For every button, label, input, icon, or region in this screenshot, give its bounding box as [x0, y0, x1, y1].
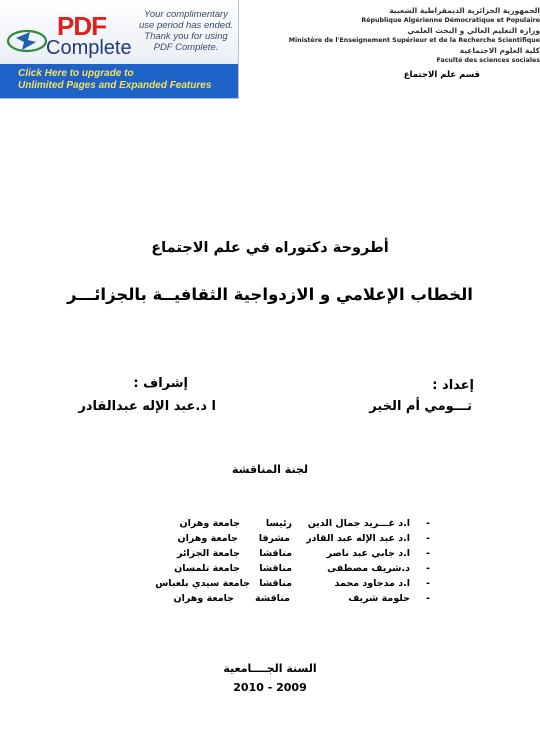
supervisor-name: ا د.عبد الإله عبدالقادر	[78, 399, 216, 414]
member-university: جامعة سيدي بلعباس	[155, 578, 250, 589]
bullet: -	[426, 593, 430, 604]
ministry-arabic: وزارة التعليم العالي و البحث العلمي	[407, 26, 540, 35]
committee-member-row	[0, 533, 540, 547]
bullet: -	[426, 518, 430, 529]
thesis-main-title: الخطاب الإعلامي و الازدواجية الثقافيــة بالجزائـــر	[67, 285, 473, 304]
committee-member-row	[0, 518, 540, 532]
member-role: مشرفا	[258, 533, 290, 544]
member-name: ا.د جابي عبد ناصر	[326, 548, 410, 559]
supervisor-label: إشراف :	[133, 376, 188, 391]
committee-member-row	[0, 548, 540, 562]
member-name: ا.د مدجاود محمد	[334, 578, 410, 589]
member-university: جامعة وهران	[173, 593, 234, 604]
faculty-arabic: كلية العلوم الاجتماعية	[459, 46, 540, 55]
member-university: جامعة الجزائر	[176, 548, 240, 559]
committee-member-row	[0, 563, 540, 577]
committee-heading: لجنة المناقشة	[231, 463, 308, 476]
trial-message-line: Your complimentary	[144, 9, 228, 20]
member-role: مناقشا	[259, 563, 292, 574]
trial-message-line: Thank you for using	[144, 31, 228, 42]
upgrade-link-line[interactable]: Click Here to upgrade to	[18, 68, 134, 79]
thesis-type-title: أطروحة دكتوراه في علم الاجتماع	[151, 240, 389, 256]
member-role: مناقشة	[255, 593, 290, 604]
academic-year-label: السنة الجــــامعية	[223, 662, 317, 675]
prepared-by-label: إعداد :	[432, 378, 474, 393]
member-role: مناقشا	[259, 548, 292, 559]
committee-member-row	[0, 578, 540, 592]
bullet: -	[426, 563, 430, 574]
department-name: قسم علم الاجتماع	[403, 70, 480, 80]
ministry-french: Ministère de l'Enseignement Supérieur et de la Recherche Scientifique	[288, 37, 540, 44]
faculty-french: Faculté des sciences sociales	[436, 57, 540, 64]
republic-french: République Algérienne Démocratique et Populaire	[361, 17, 540, 24]
complete-logo-text: Complete	[46, 37, 132, 59]
trial-message-line: use period has ended.	[138, 20, 234, 31]
member-university: جامعة وهران	[177, 533, 238, 544]
committee-member-row	[0, 593, 540, 607]
member-name: حلومة شريف	[348, 593, 410, 604]
academic-year: 2010 - 2009	[233, 681, 307, 694]
trial-message-line: PDF Complete.	[153, 42, 219, 53]
member-university: جامعة وهران	[179, 518, 240, 529]
bullet: -	[426, 533, 430, 544]
member-university: جامعة تلمسان	[174, 563, 240, 574]
republic-arabic: الجمهورية الجزائرية الديمقراطية الشعبية	[389, 6, 540, 15]
prepared-by-name: تـــومي أم الخير	[369, 399, 472, 414]
member-role: رئيسا	[265, 518, 292, 529]
pdf-logo-text: PDF	[57, 11, 106, 41]
bullet: -	[426, 548, 430, 559]
upgrade-link-line[interactable]: Unlimited Pages and Expanded Features	[18, 80, 212, 91]
member-name: ا.د عبد الإله عبد القادر	[306, 533, 410, 544]
member-name: ا.د غـــريد جمال الدين	[307, 518, 410, 529]
bullet: -	[426, 578, 430, 589]
member-name: د.شريف مصطفى	[327, 563, 410, 574]
member-role: مناقشا	[259, 578, 292, 589]
